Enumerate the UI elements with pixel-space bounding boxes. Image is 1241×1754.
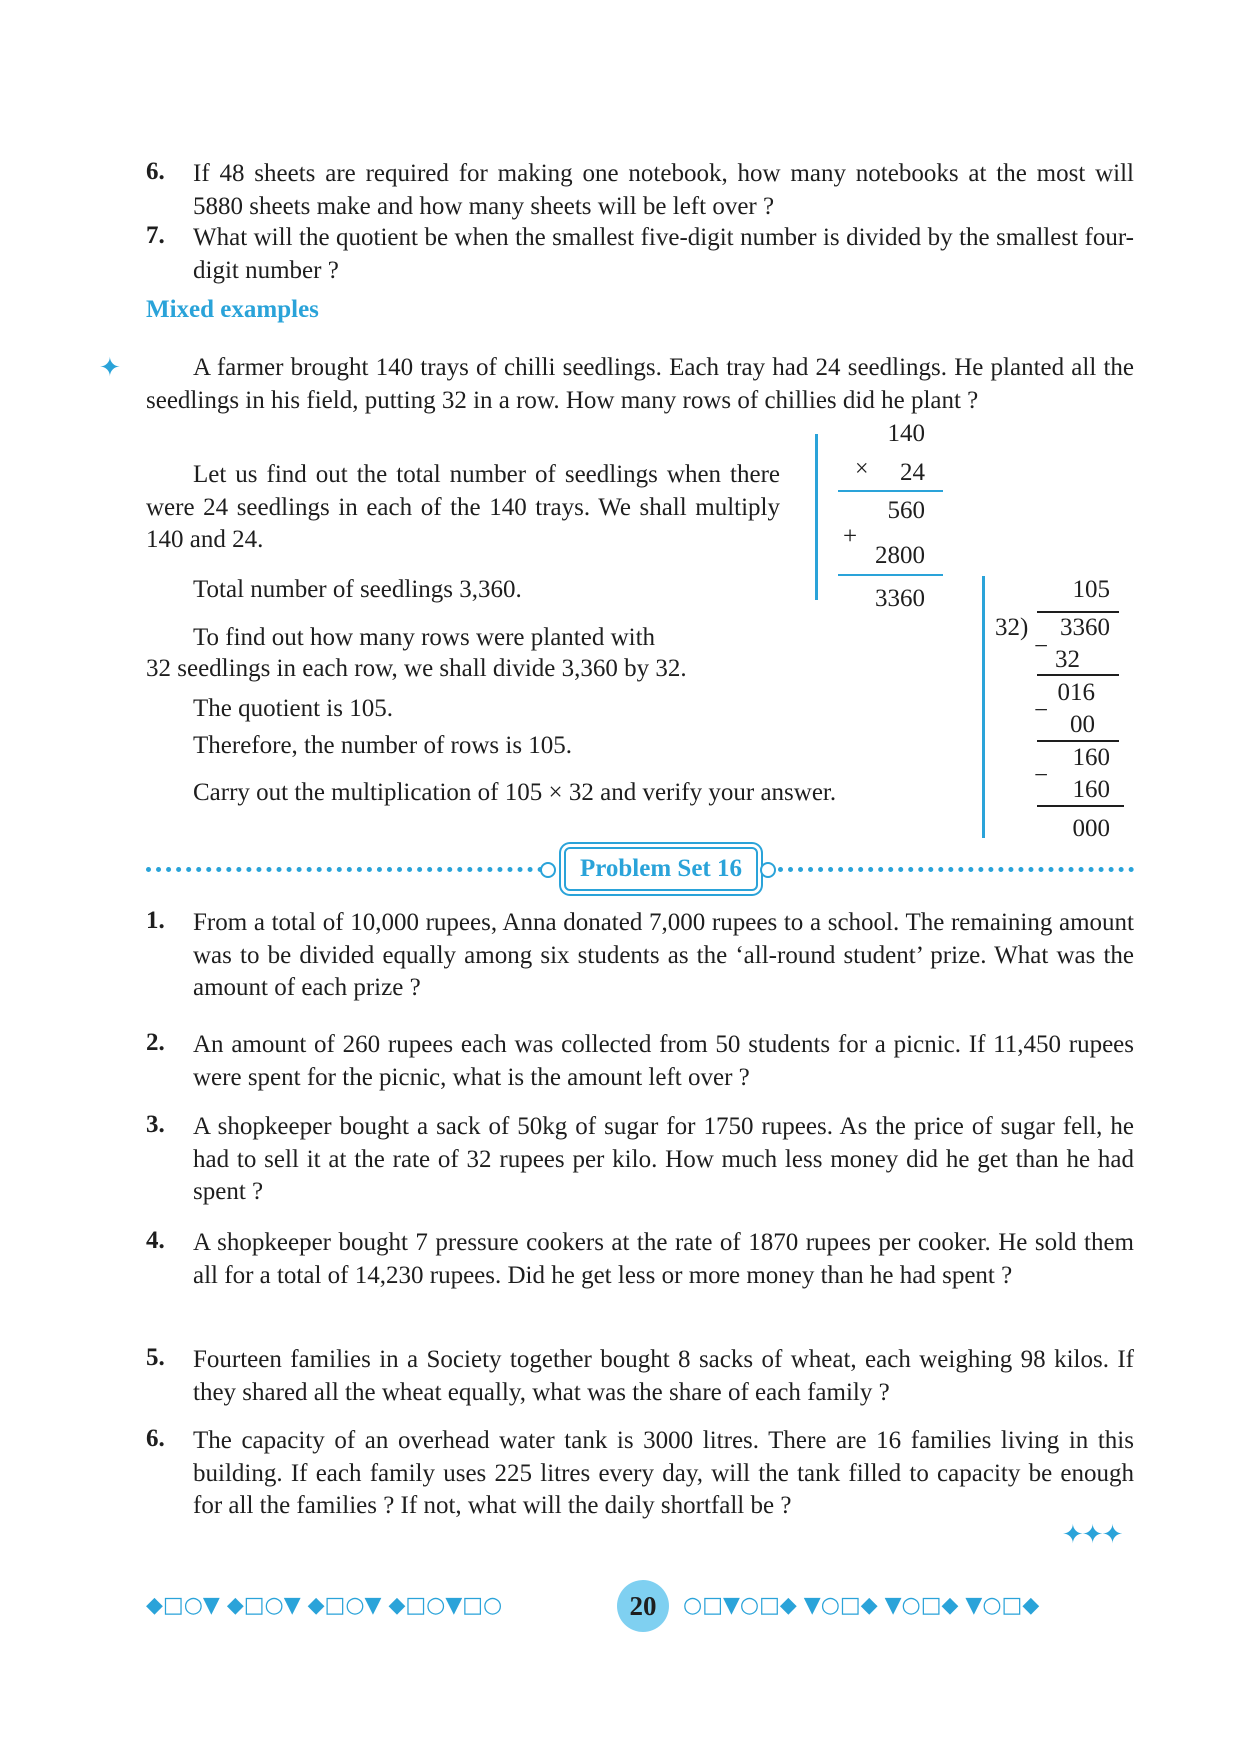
divisor: 32) bbox=[995, 614, 1029, 641]
question-number: 3. bbox=[146, 1111, 165, 1138]
example-problem bbox=[99, 352, 1134, 449]
division-remainder-1: 016 bbox=[1057, 679, 1095, 706]
verify-text: Carry out the multiplication of 105 × 32 and verify your answer. bbox=[193, 779, 837, 806]
bullet-icon: ✦ bbox=[99, 353, 121, 382]
times-icon: × bbox=[855, 456, 869, 482]
division-rule bbox=[1037, 740, 1119, 742]
question-number: 5. bbox=[146, 1344, 165, 1371]
footer-ornament-right: ○□▼○□◆ ▼○□◆ ▼○□◆ ▼○□◆ bbox=[683, 1593, 1040, 1618]
question-text: An amount of 260 rupees each was collected from 50 students for a picnic. If 11,450 rupees were spent for the picnic, what is the amount left over ? bbox=[193, 1031, 1134, 1091]
total-seedlings-text: Total number of seedlings 3,360. bbox=[193, 576, 522, 603]
question-number: 2. bbox=[146, 1029, 165, 1056]
plus-icon: + bbox=[843, 523, 858, 550]
quotient-text: The quotient is 105. bbox=[193, 695, 393, 722]
question-text: A shopkeeper bought 7 pressure cookers at the rate of 1870 rupees per cooker. He sold them all for a total of 14,230 rupees. Did he get less or more money than he had spent ? bbox=[193, 1229, 1134, 1289]
division-rule bbox=[1037, 674, 1119, 676]
division-step-1: 32 bbox=[1055, 646, 1080, 673]
division-step-3: 160 bbox=[1072, 776, 1110, 803]
minus-icon: − bbox=[1034, 633, 1049, 660]
minus-icon: − bbox=[1034, 697, 1049, 724]
page-number: 20 bbox=[617, 1580, 669, 1632]
partial-product-2: 2800 bbox=[875, 542, 925, 569]
question-text: The capacity of an overhead water tank is 3000 litres. There are 16 families living in this building. If each family uses 225 litres every day, will the tank filled to capacity be enough for all the families ? If not, what will the daily shortfall be ? bbox=[193, 1427, 1134, 1519]
end-mark-icon: ✦✦✦ bbox=[1062, 1520, 1122, 1550]
example-problem-text: A farmer brought 140 trays of chilli seedlings. Each tray had 24 seedlings. He planted all the seedlings in his field, putting 32 in a row. How many rows of chillies did he plant ? bbox=[146, 354, 1134, 414]
division-quotient: 105 bbox=[1072, 576, 1110, 603]
therefore-text: Therefore, the number of rows is 105. bbox=[193, 732, 573, 759]
question-number: 4. bbox=[146, 1227, 165, 1254]
question-number: 6. bbox=[146, 1425, 165, 1452]
rows-paragraph-line2: 32 seedlings in each row, we shall divide 3,360 by 32. bbox=[146, 655, 687, 682]
question-text: What will the quotient be when the smallest five-digit number is divided by the smallest four-digit number ? bbox=[193, 224, 1134, 284]
division-rule bbox=[1037, 805, 1124, 807]
multiplier: 24 bbox=[900, 459, 925, 486]
minus-icon: − bbox=[1034, 762, 1049, 789]
question-number: 7. bbox=[146, 222, 165, 249]
ring-ornament bbox=[760, 862, 776, 878]
section-heading: Mixed examples bbox=[146, 296, 319, 323]
question-text: From a total of 10,000 rupees, Anna donated 7,000 rupees to a school. The remaining amount was to be divided equally among six students as the ‘all-round student’ prize. What was the amount of each prize ? bbox=[193, 909, 1134, 1001]
divider-line bbox=[982, 576, 985, 838]
product: 3360 bbox=[875, 585, 925, 612]
dotted-rule bbox=[778, 867, 1134, 872]
division-step-2: 00 bbox=[1070, 711, 1095, 738]
dividend: 3360 bbox=[1060, 614, 1110, 641]
division-bar bbox=[1037, 611, 1119, 613]
question-text: A shopkeeper bought a sack of 50kg of sugar for 1750 rupees. As the price of sugar fell, he had to sell it at the rate of 32 rupees per kilo. How much less money did he get than he had spent ? bbox=[193, 1113, 1134, 1205]
footer-ornament-left: ◆□○▼ ◆□○▼ ◆□○▼ ◆□○▼□○ bbox=[146, 1593, 503, 1618]
ring-ornament bbox=[540, 862, 556, 878]
question-number: 6. bbox=[146, 158, 165, 185]
question-text: Fourteen families in a Society together bought 8 sacks of wheat, each weighing 98 kilos. If they shared all the wheat equally, what was the share of each family ? bbox=[193, 1346, 1134, 1406]
divider-line bbox=[815, 434, 818, 600]
partial-product-1: 560 bbox=[887, 497, 925, 524]
division-final: 000 bbox=[1072, 815, 1110, 842]
question-number: 1. bbox=[146, 907, 165, 934]
problem-set-title: Problem Set 16 bbox=[564, 847, 758, 891]
multiply-rule bbox=[838, 490, 943, 492]
explanation-paragraph: Let us find out the total number of seedlings when there were 24 seedlings in each of the 140 trays. We shall multiply 140 and 24. bbox=[146, 461, 780, 553]
rows-paragraph-line1: To find out how many rows were planted with bbox=[193, 624, 656, 651]
multiplicand: 140 bbox=[887, 420, 925, 447]
dotted-rule bbox=[146, 867, 543, 872]
sum-rule bbox=[838, 574, 943, 576]
division-remainder-2: 160 bbox=[1072, 744, 1110, 771]
question-text: If 48 sheets are required for making one notebook, how many notebooks at the most will 5880 sheets make and how many sheets will be left over ? bbox=[193, 160, 1134, 220]
